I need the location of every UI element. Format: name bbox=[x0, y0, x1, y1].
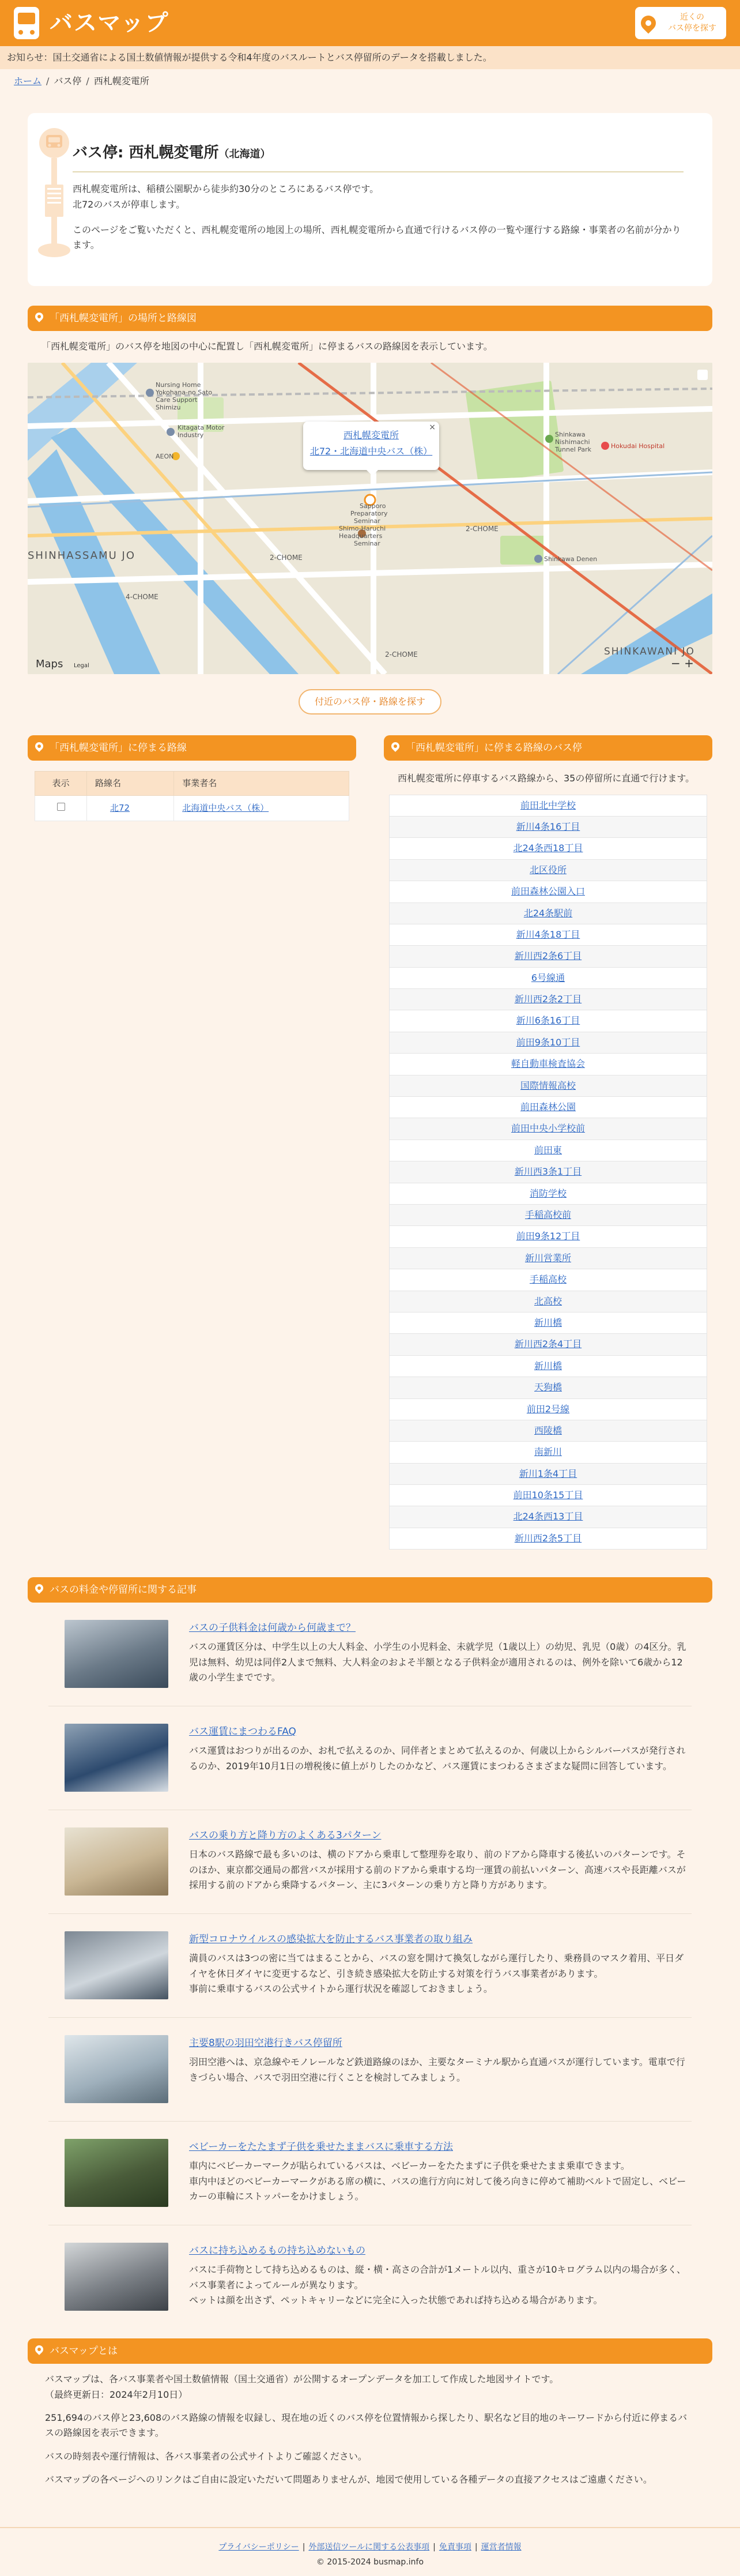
table-row bbox=[390, 838, 707, 859]
article-summary: 日本のバス路線で最も多いのは、横のドアから乗車して整理券を取り、前のドアから降車する後払いのパターンです。そのほか、東京都交通局の都営バスが採用する前のドアから乗車する均一運賃の前払いパターン、高速バスや長距離バスが採用する前のドアから乗降するパターン、主に3パターンの乗り方と降り方があります。 bbox=[189, 1849, 686, 1891]
stop-intro bbox=[73, 182, 684, 253]
nearby-label-line2: バス停を探す bbox=[668, 24, 716, 33]
breadcrumb-separator: / bbox=[86, 76, 89, 87]
svg-text:2-CHOME: 2-CHOME bbox=[466, 524, 499, 533]
routes-section bbox=[28, 735, 356, 1550]
svg-text:Industry: Industry bbox=[178, 431, 204, 439]
nearby-label-line1: 近くの bbox=[680, 13, 704, 22]
bus-logo-icon[interactable] bbox=[14, 7, 39, 39]
routes-section-heading-text: 「西札幌変電所」に停まる路線 bbox=[50, 742, 187, 754]
stop-link[interactable]: 北24条西13丁目 bbox=[513, 1511, 583, 1522]
article-summary: バス運賃はおつりが出るのか、お札で払えるのか、同伴者とまとめて払えるのか、何歳以上からシルバーパスが発行されるのか、2019年10月1日の増税後に値上がりしたのかなど、バス運賃にまつわるさまざまな疑問に回答しています。 bbox=[189, 1745, 686, 1772]
article-thumbnail[interactable] bbox=[65, 1931, 168, 1999]
stop-link[interactable]: 手稲高校 bbox=[529, 1274, 567, 1285]
about-body bbox=[28, 2364, 712, 2507]
stop-cell bbox=[390, 816, 707, 837]
stops-section-heading bbox=[384, 735, 712, 761]
table-row bbox=[390, 1506, 707, 1528]
stop-cell bbox=[390, 924, 707, 945]
table-row bbox=[390, 1528, 707, 1549]
stop-link[interactable]: 前田9条10丁目 bbox=[516, 1036, 580, 1048]
stop-link[interactable]: 6号線通 bbox=[531, 972, 565, 983]
footer-links bbox=[0, 2540, 740, 2555]
about-section-heading bbox=[28, 2338, 712, 2364]
stop-link[interactable]: 新川西3条1丁目 bbox=[514, 1166, 582, 1178]
stop-cell bbox=[390, 1075, 707, 1096]
about-paragraph: バスマップは、各バス事業者や国土数値情報（国土交通省）が公開するオープンデータを加工して作成した地図サイトです。 （最終更新日：2024年2月10日） bbox=[45, 2374, 559, 2400]
stop-link[interactable]: 前田北中学校 bbox=[520, 799, 576, 811]
svg-text:Care Support: Care Support bbox=[156, 396, 198, 404]
table-row bbox=[390, 902, 707, 924]
stop-cell bbox=[390, 1204, 707, 1225]
article-title-link[interactable]: 主要8駅の羽田空港行きバス停留所 bbox=[189, 2037, 342, 2049]
footer-link-disclaimer[interactable]: 免責事項 bbox=[439, 2542, 471, 2552]
stop-cell bbox=[390, 967, 707, 988]
table-row bbox=[390, 816, 707, 837]
article-item bbox=[48, 1603, 692, 1706]
article-summary: 車内にベビーカーマークが貼られているバスは、ベビーカーをたたまずに子供を乗せたまま乗車できます。 車内中ほどのベビーカーマークがある席の横に、バスの進行方向に対して後ろ向きに停めて補助ベルトで固定し、ベビーカーの車輪にストッパーをかけましょう。 bbox=[189, 2160, 686, 2202]
stop-cell bbox=[390, 946, 707, 967]
footer-separator: | bbox=[474, 2542, 478, 2552]
stop-cell bbox=[390, 1269, 707, 1291]
table-row bbox=[35, 795, 349, 821]
routes-table bbox=[35, 771, 349, 821]
table-row bbox=[390, 1204, 707, 1225]
svg-text:2-CHOME: 2-CHOME bbox=[270, 553, 303, 562]
svg-text:Seminar: Seminar bbox=[354, 539, 380, 547]
stop-link[interactable]: 北24条西18丁目 bbox=[513, 843, 583, 854]
table-row bbox=[390, 1161, 707, 1183]
routes-and-stops bbox=[28, 735, 712, 1550]
about-section bbox=[28, 2338, 712, 2507]
stop-cell bbox=[390, 902, 707, 924]
stop-cell bbox=[390, 1420, 707, 1441]
stop-cell bbox=[390, 838, 707, 859]
article-thumbnail[interactable] bbox=[65, 1620, 168, 1688]
footer-link-privacy[interactable]: プライバシーポリシー bbox=[218, 2542, 299, 2552]
table-row bbox=[390, 795, 707, 816]
stop-cell bbox=[390, 1226, 707, 1247]
stop-cell bbox=[390, 1506, 707, 1528]
article-title-link[interactable]: バスの乗り方と降り方のよくある3パターン bbox=[189, 1830, 382, 1842]
stop-cell bbox=[390, 795, 707, 816]
site-footer bbox=[0, 2527, 740, 2576]
stop-cell bbox=[390, 1398, 707, 1420]
footer-link-external-tools[interactable]: 外部送信ツールに関する公表事項 bbox=[308, 2542, 430, 2552]
stop-link[interactable]: 前田森林公園 bbox=[520, 1101, 576, 1113]
about-paragraph: バスマップの各ページへのリンクはご自由に設定いただいて問題ありませんが、地図で使用している各種データの直接アクセスはご遠慮ください。 bbox=[45, 2474, 652, 2485]
article-thumbnail[interactable] bbox=[65, 1827, 168, 1896]
article-summary: バスに手荷物として持ち込めるものは、縦・横・高さの合計が1メートル以内、重さが10キログラム以内の場合が多く、バス事業者によってルールが異なります。 ペットは顔を出さず、ペットキャリーなどに完全に入った状態であれば持ち込める場合があります。 bbox=[189, 2264, 686, 2306]
stop-link[interactable]: 前田森林公園入口 bbox=[511, 886, 585, 897]
location-pin-icon bbox=[35, 313, 44, 324]
article-item bbox=[48, 1706, 692, 1810]
stop-cell bbox=[390, 1312, 707, 1333]
stop-link[interactable]: 新川西2条4丁目 bbox=[514, 1338, 582, 1350]
stop-link[interactable]: 北高校 bbox=[534, 1295, 562, 1307]
routes-section-heading bbox=[28, 735, 356, 761]
stop-link[interactable]: 北区役所 bbox=[529, 864, 567, 875]
intro-line-2: 北72のバスが停車します。 bbox=[73, 198, 186, 210]
table-row bbox=[390, 1247, 707, 1269]
stop-link[interactable]: 新川4条18丁目 bbox=[516, 928, 580, 940]
stop-link[interactable]: 新川6条16丁目 bbox=[516, 1015, 580, 1026]
table-row bbox=[390, 859, 707, 881]
svg-text:4-CHOME: 4-CHOME bbox=[126, 592, 158, 601]
search-nearby-wrap bbox=[28, 674, 712, 726]
stop-cell bbox=[390, 1097, 707, 1118]
map-section-heading-text: 「西札幌変電所」の場所と路線図 bbox=[50, 313, 197, 325]
table-row bbox=[390, 1485, 707, 1506]
svg-text:Nishimachi: Nishimachi bbox=[555, 438, 590, 446]
map-section-heading bbox=[28, 306, 712, 331]
stop-link[interactable]: 北24条駅前 bbox=[523, 907, 573, 919]
map-label-nursing-home: Nursing Home bbox=[156, 381, 201, 389]
article-title-link[interactable]: 新型コロナウイルスの感染拡大を防止するバス事業者の取り組み bbox=[189, 1934, 473, 1946]
stop-cell bbox=[390, 1183, 707, 1204]
stop-title-card bbox=[28, 113, 712, 286]
table-row bbox=[390, 924, 707, 945]
route-link[interactable]: 北72 bbox=[110, 802, 130, 813]
svg-text:SHINHASSAMU JO: SHINHASSAMU JO bbox=[28, 549, 135, 562]
map-section bbox=[28, 306, 712, 726]
svg-text:Yokohana-no Sato: Yokohana-no Sato bbox=[156, 388, 213, 396]
breadcrumb-home[interactable]: ホーム bbox=[14, 76, 42, 87]
routes-col-operator: 事業者名 bbox=[174, 772, 349, 796]
article-title-link[interactable]: バスの子供料金は何歳から何歳まで？ bbox=[189, 1622, 356, 1634]
breadcrumb-bus-stop[interactable]: バス停 bbox=[54, 76, 82, 87]
table-row bbox=[390, 1442, 707, 1463]
stop-link[interactable]: 新川西2条5丁目 bbox=[514, 1532, 582, 1544]
stop-cell bbox=[390, 1054, 707, 1075]
route-show-checkbox[interactable] bbox=[57, 803, 65, 811]
about-paragraph: 251,694のバス停と23,608のバス路線の情報を収録し、現在地の近くのバス停を位置情報から探したり、駅名など目的地のキーワードから付近に停まるバスの路線図を表示できます。 bbox=[45, 2412, 688, 2439]
article-thumbnail[interactable] bbox=[65, 2139, 168, 2207]
stop-cell bbox=[390, 1032, 707, 1053]
svg-text:Headquarters: Headquarters bbox=[339, 532, 383, 540]
article-thumbnail[interactable] bbox=[65, 2035, 168, 2103]
map-section-description: 「西札幌変電所」のバス停を地図の中心に配置し「西札幌変電所」に停まるバスの路線図を表示しています。 bbox=[41, 341, 493, 352]
stop-link[interactable]: 軽自動車検査協会 bbox=[511, 1058, 585, 1070]
article-body bbox=[189, 2139, 692, 2205]
articles-section-heading-text: バスの料金や停留所に関する記事 bbox=[50, 1584, 197, 1596]
article-summary: 満員のバスは3つの密に当てはまることから、バスの窓を開けて換気しながら運行したり、乗務員のマスク着用、平日ダイヤを休日ダイヤに変更するなど、引き続き感染拡大を防止する対策を行うバス事業者があります。 事前に乗車するバスの公式サイトから運行状況を確認しておきましょう。 bbox=[189, 1953, 684, 1995]
svg-text:Shinkawa Denen: Shinkawa Denen bbox=[544, 555, 598, 563]
stop-link[interactable]: 新川1条4丁目 bbox=[519, 1468, 577, 1479]
article-title-link[interactable]: バス運賃にまつわるFAQ bbox=[189, 1726, 296, 1738]
table-row bbox=[390, 1312, 707, 1333]
article-thumbnail[interactable] bbox=[65, 1724, 168, 1792]
stop-link[interactable]: 国際情報高校 bbox=[520, 1080, 576, 1091]
table-row bbox=[390, 1054, 707, 1075]
routes-col-route: 路線名 bbox=[87, 772, 174, 796]
stop-cell bbox=[390, 1528, 707, 1549]
operator-link[interactable]: 北海道中央バス（株） bbox=[182, 802, 269, 813]
table-row bbox=[390, 1398, 707, 1420]
stops-section bbox=[384, 735, 712, 1550]
footer-separator: | bbox=[302, 2542, 305, 2552]
notice-bar: お知らせ：国土交通省による国土数値情報が提供する令和4年度のバスルートとバス停留所のデータを搭載しました。 bbox=[0, 46, 740, 69]
table-row bbox=[390, 1334, 707, 1355]
stop-link[interactable]: 新川西2条6丁目 bbox=[514, 950, 582, 962]
svg-text:Tunnel Park: Tunnel Park bbox=[555, 445, 592, 453]
svg-text:Maps: Maps bbox=[36, 657, 63, 670]
stop-cell bbox=[390, 1247, 707, 1269]
table-row bbox=[390, 1010, 707, 1032]
stop-link[interactable]: 南新川 bbox=[534, 1446, 562, 1458]
svg-text:2-CHOME: 2-CHOME bbox=[385, 650, 418, 659]
svg-text:Shimizu: Shimizu bbox=[156, 403, 181, 411]
table-row bbox=[390, 1183, 707, 1204]
stop-cell bbox=[390, 1442, 707, 1463]
articles-section-heading bbox=[28, 1577, 712, 1603]
breadcrumb-separator: / bbox=[46, 76, 50, 87]
copyright: © 2015-2024 busmap.info bbox=[316, 2558, 424, 2567]
stop-cell bbox=[390, 1463, 707, 1484]
map-canvas[interactable] bbox=[28, 363, 712, 674]
nearby-stops-label bbox=[664, 12, 720, 34]
map-popup bbox=[303, 422, 439, 470]
stop-cell bbox=[390, 1355, 707, 1377]
stop-link[interactable]: 新川営業所 bbox=[524, 1252, 571, 1263]
table-row bbox=[390, 946, 707, 967]
stop-cell bbox=[390, 989, 707, 1010]
article-body bbox=[189, 1931, 692, 1998]
about-section-heading-text: バスマップとは bbox=[50, 2345, 118, 2357]
footer-link-operator[interactable]: 運営者情報 bbox=[481, 2542, 522, 2552]
stop-cell bbox=[390, 1291, 707, 1312]
table-row bbox=[390, 1226, 707, 1247]
bus-stop-sign-icon bbox=[37, 127, 71, 271]
article-list bbox=[28, 1603, 712, 2329]
intro-paragraph-2: このページをご覧いただくと、西札幌変電所の地図上の場所、西札幌変電所から直通で行けるバス停の一覧や運行する路線・事業者の名前が分かります。 bbox=[73, 224, 681, 251]
svg-text:Sapporo: Sapporo bbox=[360, 502, 386, 510]
svg-text:− +: − + bbox=[671, 656, 694, 670]
popup-route-link[interactable]: 北72・北海道中央バス（株） bbox=[309, 445, 433, 457]
nearby-stops-button[interactable] bbox=[635, 7, 726, 39]
table-row bbox=[390, 989, 707, 1010]
article-title-link[interactable]: ベビーカーをたたまず子供を乗せたままバスに乗車する方法 bbox=[189, 2141, 453, 2153]
stop-cell bbox=[390, 1161, 707, 1183]
stop-cell bbox=[390, 881, 707, 902]
stop-link[interactable]: 新川4条16丁目 bbox=[516, 821, 580, 832]
stop-cell bbox=[390, 1118, 707, 1140]
page-title bbox=[73, 133, 684, 172]
stops-section-heading-text: 「西札幌変電所」に停まる路線のバス停 bbox=[406, 742, 582, 754]
popup-stop-link[interactable]: 西札幌変電所 bbox=[343, 429, 399, 441]
stop-link[interactable]: 前田9条12丁目 bbox=[516, 1231, 580, 1242]
table-row bbox=[390, 1032, 707, 1053]
breadcrumb bbox=[0, 69, 740, 97]
site-header bbox=[0, 0, 740, 46]
location-pin-icon bbox=[35, 1584, 44, 1596]
search-nearby-button[interactable]: 付近のバス停・路線を探す bbox=[299, 689, 441, 714]
articles-section bbox=[28, 1577, 712, 2329]
stop-link[interactable]: 天狗橋 bbox=[534, 1382, 562, 1393]
stop-link[interactable]: 消防学校 bbox=[529, 1187, 567, 1199]
stop-cell bbox=[390, 1334, 707, 1355]
svg-text:SHINKAWANI JO: SHINKAWANI JO bbox=[604, 645, 695, 657]
location-pin-icon bbox=[35, 2345, 44, 2357]
article-summary: 羽田空港へは、京急線やモノレールなど鉄道路線のほか、主要なターミナル駅から直通バスが運行しています。電車で行きづらい場合、バスで羽田空港に行くことを検討してみましょう。 bbox=[189, 2056, 685, 2083]
article-item bbox=[48, 2018, 692, 2122]
footer-separator: | bbox=[433, 2542, 436, 2552]
article-item bbox=[48, 1914, 692, 2018]
table-row bbox=[390, 967, 707, 988]
svg-text:AEON: AEON bbox=[156, 452, 174, 460]
stops-section-description: 西札幌変電所に停車するバス路線から、35の停留所に直通で行けます。 bbox=[398, 773, 695, 784]
svg-text:Shimo-Haruchi: Shimo-Haruchi bbox=[339, 524, 386, 532]
article-body bbox=[189, 1724, 692, 1790]
stop-link[interactable]: 新川西2条2丁目 bbox=[514, 994, 582, 1005]
site-title[interactable]: バスマップ bbox=[50, 10, 169, 36]
svg-text:Legal: Legal bbox=[74, 662, 89, 669]
location-pin-icon bbox=[638, 13, 659, 34]
svg-text:Kitagata Motor: Kitagata Motor bbox=[178, 423, 225, 431]
table-row bbox=[390, 1355, 707, 1377]
stop-cell bbox=[390, 1485, 707, 1506]
table-row bbox=[390, 1097, 707, 1118]
stop-link[interactable]: 前田10条15丁目 bbox=[513, 1490, 583, 1501]
table-row bbox=[390, 1291, 707, 1312]
stop-link[interactable]: 前田2号線 bbox=[526, 1403, 570, 1415]
stop-cell bbox=[390, 1010, 707, 1032]
svg-text:Hokudai Hospital: Hokudai Hospital bbox=[611, 442, 665, 450]
svg-text:Preparatory: Preparatory bbox=[350, 509, 388, 517]
table-row bbox=[390, 1269, 707, 1291]
table-row bbox=[390, 881, 707, 902]
about-paragraph: バスの時刻表や運行情報は、各バス事業者の公式サイトよりご確認ください。 bbox=[45, 2450, 367, 2462]
article-body bbox=[189, 1620, 692, 1686]
location-pin-icon bbox=[391, 742, 400, 754]
intro-line-1: 西札幌変電所は、稲積公園駅から徒歩約30分のところにあるバス停です。 bbox=[73, 183, 379, 195]
stop-link[interactable]: 前田中央小学校前 bbox=[511, 1123, 585, 1134]
article-item bbox=[48, 2122, 692, 2225]
route-map[interactable] bbox=[28, 363, 712, 674]
article-body bbox=[189, 2035, 692, 2101]
stop-link[interactable]: 前田東 bbox=[534, 1144, 562, 1156]
table-row bbox=[390, 1118, 707, 1140]
page-title-text: バス停: 西札幌変電所 bbox=[73, 144, 219, 162]
stop-link[interactable]: 新川橋 bbox=[534, 1317, 562, 1328]
stops-table bbox=[389, 795, 707, 1550]
routes-col-show: 表示 bbox=[35, 772, 87, 796]
article-thumbnail[interactable] bbox=[65, 2243, 168, 2311]
stop-link[interactable]: 新川橋 bbox=[534, 1360, 562, 1371]
location-pin-icon bbox=[35, 742, 44, 754]
popup-close-icon[interactable]: × bbox=[429, 422, 436, 432]
svg-text:Shinkawa: Shinkawa bbox=[555, 430, 586, 438]
breadcrumb-current: 西札幌変電所 bbox=[93, 76, 149, 87]
article-item bbox=[48, 1810, 692, 1914]
article-item bbox=[48, 2225, 692, 2329]
table-row bbox=[390, 1140, 707, 1161]
svg-text:Seminar: Seminar bbox=[354, 517, 380, 525]
article-title-link[interactable]: バスに持ち込めるもの持ち込めないもの bbox=[189, 2245, 365, 2257]
page-title-prefecture: （北海道） bbox=[218, 148, 271, 161]
table-row bbox=[390, 1075, 707, 1096]
table-row bbox=[390, 1463, 707, 1484]
article-body bbox=[189, 1827, 692, 1894]
stop-cell bbox=[390, 1377, 707, 1398]
table-row bbox=[390, 1377, 707, 1398]
stop-cell bbox=[390, 1140, 707, 1161]
article-body bbox=[189, 2243, 692, 2310]
stop-link[interactable]: 西陵橋 bbox=[534, 1424, 562, 1436]
article-summary: バスの運賃区分は、中学生以上の大人料金、小学生の小児料金、未就学児（1歳以上）の幼児、乳児（0歳）の4区分。乳児は無料、幼児は同伴2人まで無料、大人料金のおよそ半額となる子供料金が適用されるのは、例外を除いて6歳から12歳の小学生までです。 bbox=[189, 1641, 686, 1683]
table-row bbox=[390, 1420, 707, 1441]
stop-link[interactable]: 手稲高校前 bbox=[524, 1209, 571, 1220]
stop-cell bbox=[390, 859, 707, 881]
